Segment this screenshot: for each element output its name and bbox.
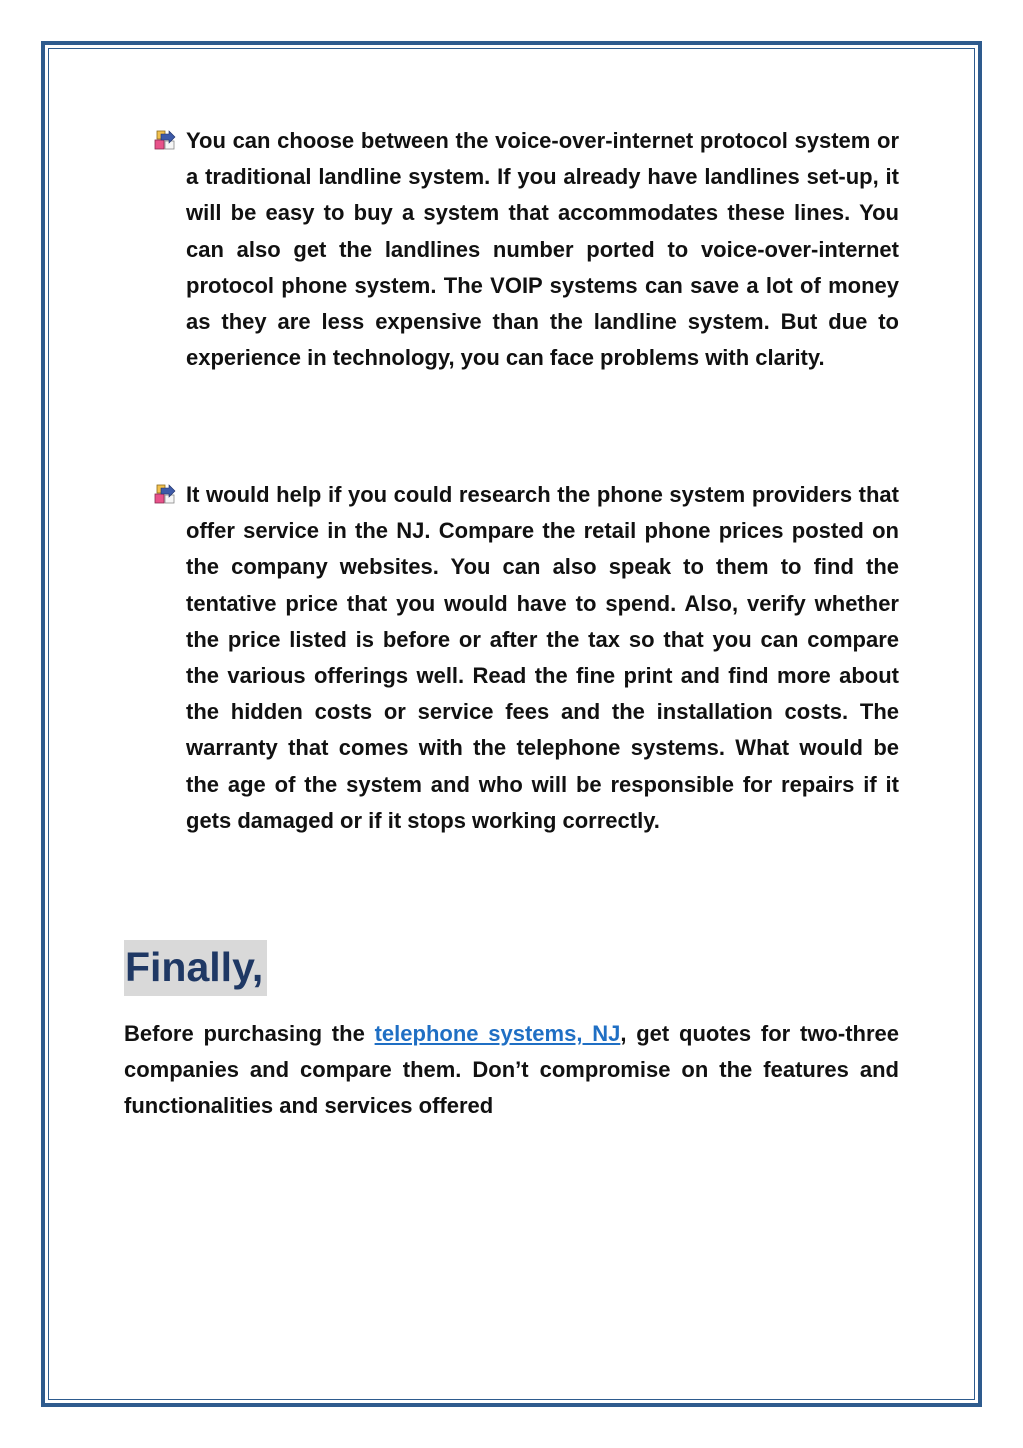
closing-text-end: , get quotes for two-three companies and compare them. Don’t compromise on the features and functionalities and services offered	[124, 1021, 899, 1119]
section-heading: Finally,	[124, 940, 267, 996]
bullet-arrow-icon	[154, 484, 176, 506]
bullet-arrow-icon	[154, 130, 176, 152]
bullet-text: It would help if you could research the phone system providers that offer service in the NJ. Compare the retail phone prices posted on the company websites. You can also speak to them to find the tentative price that you would have to spend. Also, verify whether the price listed is before or after the tax so that you can compare the various offerings well. Read the fine print and find more about the hidden costs or service fees and the installation costs. The warranty that comes with the telephone systems. What would be the age of the system and who will be responsible for repairs if it gets damaged or if it stops working correctly.	[186, 482, 899, 833]
bullet-item-voip	[186, 123, 899, 376]
telephone-systems-link[interactable]: telephone systems, NJ	[374, 1021, 621, 1046]
closing-paragraph	[124, 1016, 899, 1125]
closing-text-start: Before purchasing the	[124, 1021, 375, 1046]
bullet-item-research	[186, 477, 899, 839]
bullet-text: You can choose between the voice-over-internet protocol system or a traditional landline system. If you already have landlines set-up, it will be easy to buy a system that accommodates these lines. You can also get the landlines number ported to voice-over-internet protocol phone system. The VOIP systems can save a lot of money as they are less expensive than the landline system. But due to experience in technology, you can face problems with clarity.	[186, 128, 899, 371]
